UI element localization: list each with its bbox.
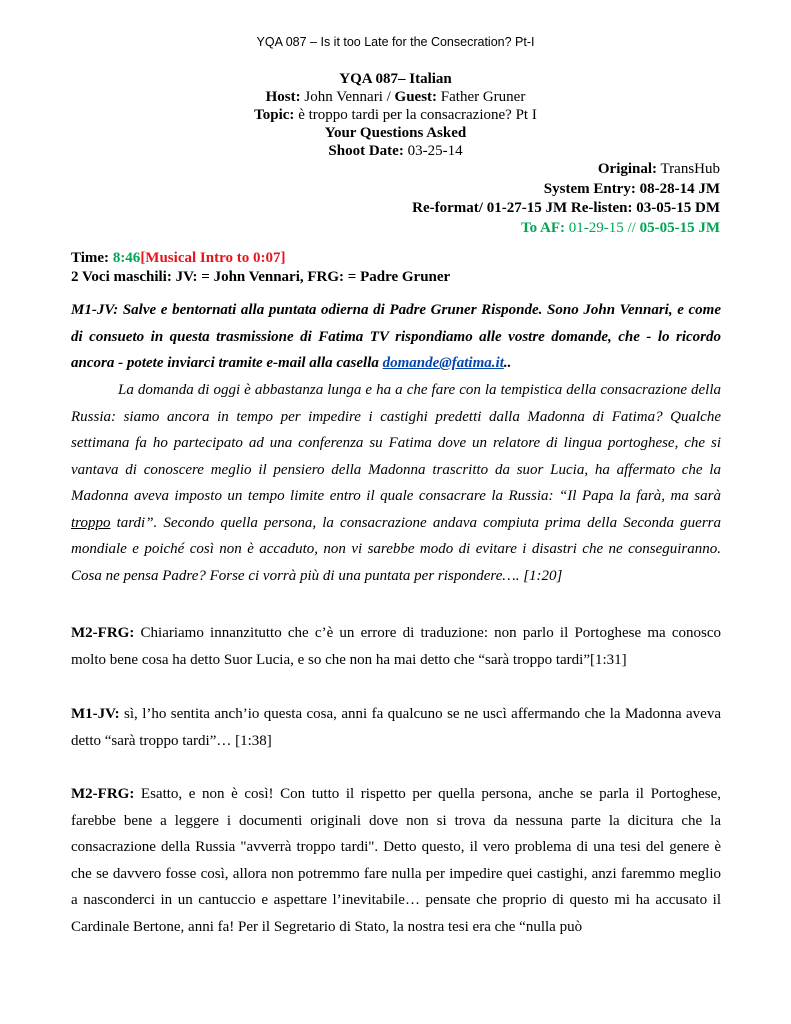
shoot-date-line: Shoot Date: 03-25-14 [328, 143, 463, 159]
paragraph-answer-1: M2-FRG: Chiariamo innanzitutto che c’è un errore di traduzione: non parlo il Portoghese ma conosco molto bene cosa ha detto Suor Lucia, e so che non ha mai detto che “sarà troppo tardi”[1:31] [71, 625, 721, 668]
reformat-line: Re-format/ 01-27-15 JM Re-listen: 03-05-15 DM [412, 200, 720, 216]
paragraph-answer-2: M2-FRG: Esatto, e non è così! Con tutto il rispetto per quella persona, anche se parla il Portoghese, farebbe bene a leggere i documenti originali dove non si trova da nessuna parte la dicitura che la consacrazione della Russia "avverrà troppo tardi". Detto questo, il vero problema di una tesi del genere è che se davvero fosse così, allora non potremmo fare nulla per impedire quei castighi, anzi faremmo meglio a nasconderci in un cantuccio e aspettare l’inevitabile… pensate che proprio di questo mi ha accusato il Cardinale Bertone, anni fa! Per il Segretario di Stato, la nostra tesi era che “nulla può [71, 786, 721, 935]
time-line: Time: 8:46[Musical Intro to 0:07] [71, 250, 286, 266]
topic-line: Topic: è troppo tardi per la consacrazione? Pt I [254, 107, 537, 123]
title-block [0, 70, 791, 160]
original-line: Original: TransHub [597, 161, 720, 177]
voices-line: 2 Voci maschili: JV: = John Vennari, FRG: = Padre Gruner [71, 269, 451, 285]
to-af-line: To AF: 01-29-15 // 05-05-15 JM [520, 219, 720, 236]
paragraph-host-reply: M1-JV: sì, l’ho sentita anch’io questa cosa, anni fa qualcuno se ne uscì affermando che la Madonna aveva detto “sarà troppo tardi”… [1:38] [71, 706, 721, 749]
metadata-block [412, 160, 720, 238]
document-title: YQA 087– Italian [339, 71, 452, 87]
paragraph-intro: M1-JV: Salve e bentornati alla puntata odierna di Padre Gruner Risponde. Sono John Vennari, e come di consueto in questa trasmissione di Fatima TV rispondiamo alle vostre domande, che - lo ricordo ancora - potete inviarci tramite e-mail alla casella domande@fatima.it.. [71, 302, 721, 371]
host-line: Host: John Vennari / Guest: Father Gruner [265, 89, 526, 105]
running-header: YQA 087 – Is it too Late for the Consecration? Pt-I [256, 35, 535, 49]
time-block [71, 249, 450, 287]
series-line: Your Questions Asked [324, 125, 467, 141]
system-entry-line: System Entry: 08-28-14 JM [543, 180, 720, 197]
email-link[interactable]: domande@fatima.it [382, 355, 504, 371]
paragraph-question: La domanda di oggi è abbastanza lunga e ha a che fare con la tempistica della consacrazione della Russia: siamo ancora in tempo per impedire i castighi predetti dalla Madonna di Fatima? Qualche settimana fa ho partecipato ad una conferenza su Fatima dove un relatore di lingua portoghese, che si vantava di conoscere meglio il pensiero della Madonna trascritto da suor Lucia, ha affermato che la Madonna aveva imposto un tempo limite entro il quale consacrare la Russia: “Il Papa la farà, ma sarà troppo tardi”. Secondo quella persona, la consacrazione andava compiuta prima della Seconda guerra mondiale e poiché così non è accaduto, non vi sarebbe modo di evitare i disastri che ne conseguiranno. Cosa ne pensa Padre? Forse ci vorrà più di una puntata per rispondere…. [1:20] [71, 382, 721, 584]
